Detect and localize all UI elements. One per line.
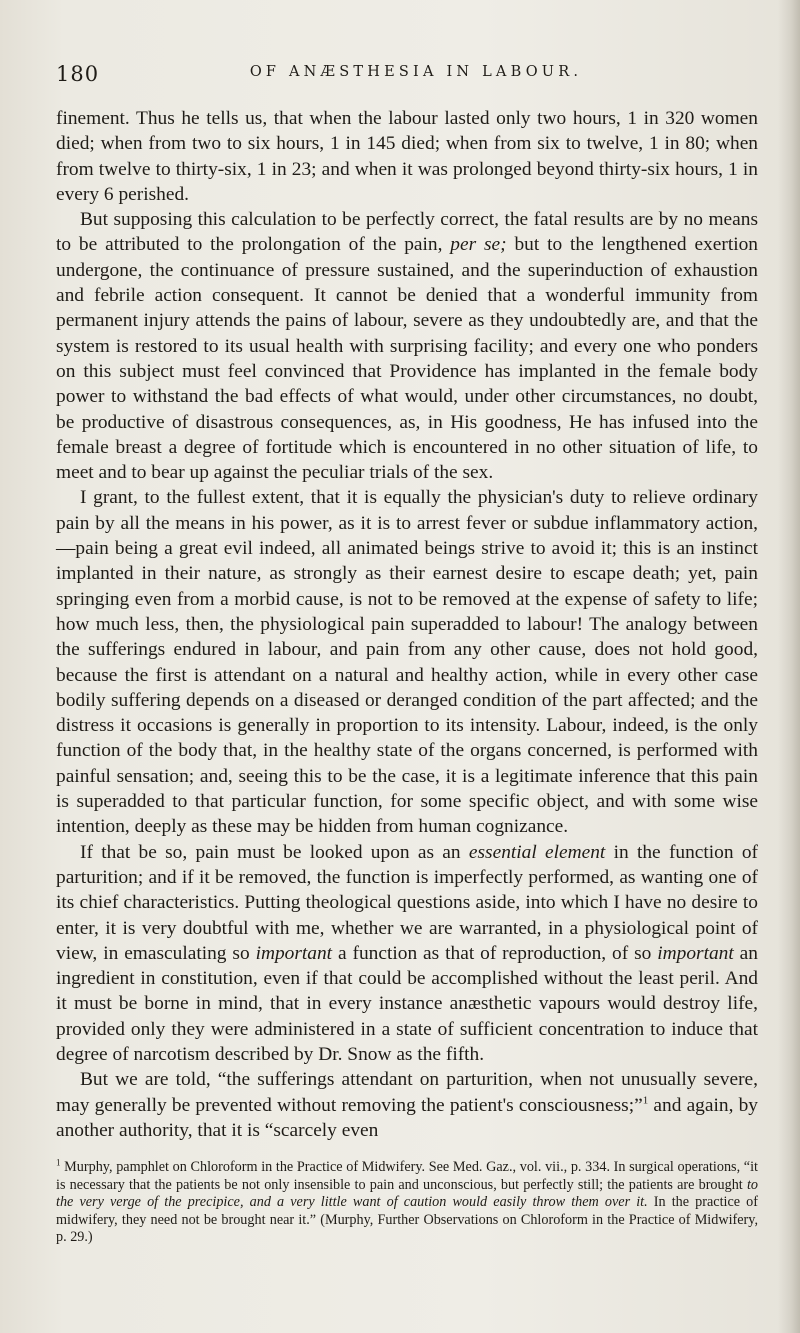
page-number: 180 xyxy=(56,62,100,86)
text-run: Murphy, pamphlet on Chloroform in the Practice of Midwifery. See Med. Gaz., vol. vii., p. 334. In surgical operations, “it is necessary that the patients be not only insensible to pain and unconscious, but perfectly still; the patients are brought xyxy=(56,1159,758,1193)
page-header xyxy=(56,62,756,92)
paragraph xyxy=(56,1067,758,1143)
footnote-marker: 1 xyxy=(56,1157,61,1168)
italic-text: per se; xyxy=(450,234,507,256)
text-run: a function as that of reproduction, of so xyxy=(332,942,658,964)
paragraph xyxy=(56,207,758,485)
text-run: and again, by another authority, that it is “scarcely even xyxy=(56,1094,758,1141)
paragraph xyxy=(56,106,758,207)
italic-text: important xyxy=(255,942,333,964)
text-run: But supposing this calculation to be perfectly correct, the fatal results are by no means to be attributed to the prolongation of the pain, xyxy=(56,209,758,256)
text-run: If that be so, pain must be looked upon as an xyxy=(80,841,469,863)
footnote xyxy=(56,1159,758,1247)
italic-text: to the very verge of the precipice, and a very little want of caution would easily throw them over it. xyxy=(56,1176,758,1211)
text-run: but to the lengthened exertion undergone, the continuance of pressure sustained, and the superinduction of exhaustion and febrile action consequent. It cannot be denied that a wonderful immunity from permanent injury attends the pains of labour, severe as they undoubtedly are, and that the system is restored to its usual health with surprising facility; and every one who ponders on this subject must feel convinced that Providence has implanted in the female body power to withstand the bad effects of what would, under other circumstances, no doubt, be productive of disastrous consequences, as, in His goodness, He has infused into the female breast a degree of fortitude which is encountered in no other situation of life, to meet and to bear up against the peculiar trials of the sex. xyxy=(56,234,758,484)
italic-text: important xyxy=(657,942,734,964)
italic-text: essential element xyxy=(468,841,606,863)
text-run: I grant, to the fullest extent, that it is equally the physician's duty to relieve ordinary pain by all the means in his power, as it is to arrest fever or subdue inflammatory action,—pain being a great evil indeed, all animated beings strive to avoid it; this is an instinct implanted in their nature, as strongly as their earnest desire to escape death; yet, pain springing even from a morbid cause, is not to be removed at the expense of safety to life; how much less, then, the physiological pain superadded to labour! The analogy between the sufferings endured in labour, and pain from any other cause, does not hold good, because the first is attendant on a natural and healthy action, while in every other case bodily suffering depends on a diseased or deranged condition of the part affected; and the distress it occasions is generally in proportion to its intensity. Labour, indeed, is the only function of the body that, in the healthy state of the organs concerned, is performed with painful sensation; and, seeing this to be the case, it is a legitimate inference that this pain is superadded to that particular function, for some specific object, and with some wise intention, deeply as these may be hidden from human cognizance. xyxy=(56,487,758,838)
footnote-marker: 1 xyxy=(642,1094,649,1107)
paragraph xyxy=(56,840,758,1068)
text-run: finement. Thus he tells us, that when the labour lasted only two hours, 1 in 320 women died; when from two to six hours, 1 in 145 died; when from six to twelve, 1 in 80; when from twelve to thirty-six, 1 in 23; and when it was prolonged beyond thirty-six hours, 1 in every 6 perished. xyxy=(56,108,758,205)
page-edge-shadow xyxy=(778,0,800,1333)
paragraph xyxy=(56,485,758,839)
text-run: an ingredient in constitution, even if that could be accomplished without the least peril. And it must be borne in mind, that in every instance anæsthetic vapours would destroy life, provided only they were administered in a state of sufficient concentration to induce that degree of narcotism described by Dr. Snow as the fifth. xyxy=(56,942,758,1065)
body-text xyxy=(56,106,758,1143)
text-run: In the practice of midwifery, they need not be brought near it.” (Murphy, Further Observations on Chloroform in the Practice of Midwifery, p. 29.) xyxy=(56,1194,759,1246)
text-run: in the function of parturition; and if it be removed, the function is imperfectly performed, as wanting one of its chief characteristics. Putting theological questions aside, into which I have no desire to enter, it is very doubtful with me, whether we are warranted, in a physiological point of view, in emasculating so xyxy=(56,841,758,964)
text-run: But we are told, “the sufferings attendant on parturition, when not unusually severe, may generally be prevented without removing the patient's consciousness;” xyxy=(56,1069,758,1116)
running-head: OF ANÆSTHESIA IN LABOUR. xyxy=(249,64,583,80)
